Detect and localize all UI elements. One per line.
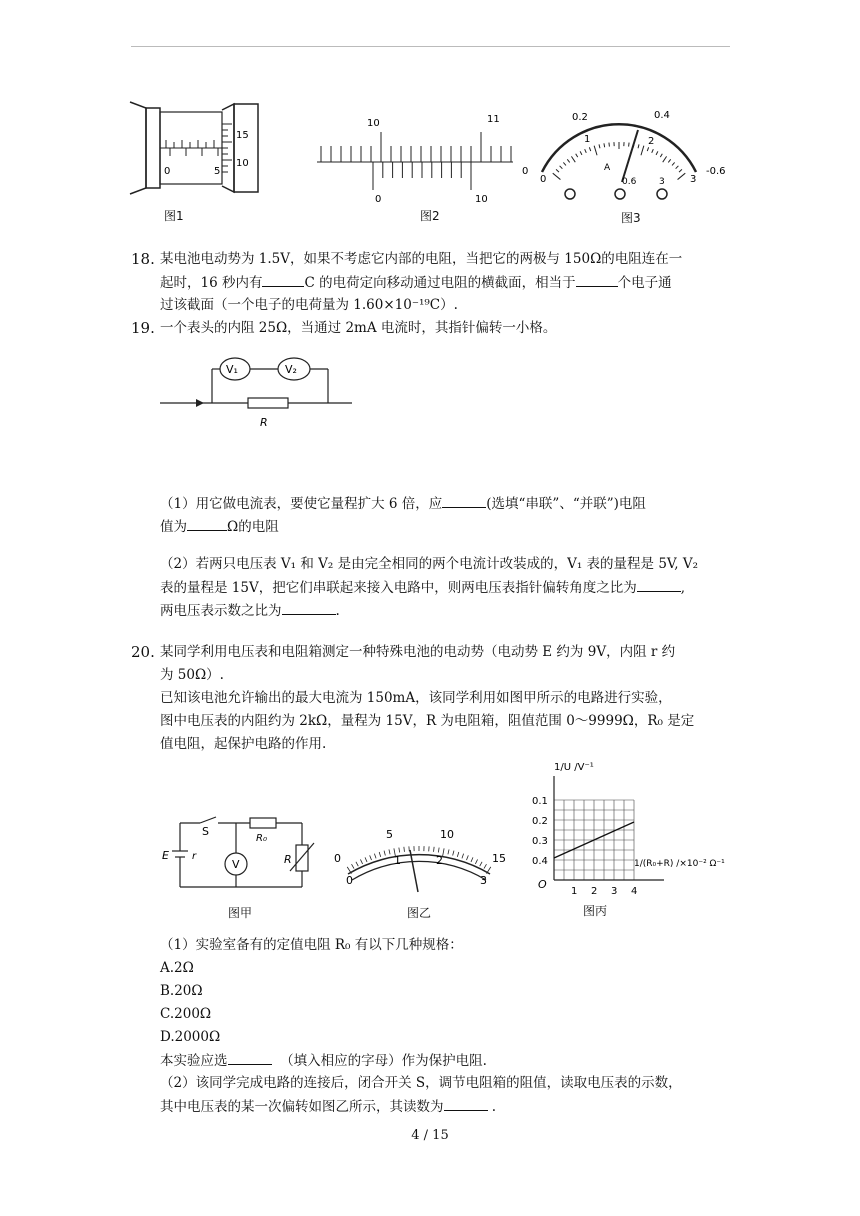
q20-p2-line1: （2）该同学完成电路的连接后，闭合开关 S，调节电阻箱的阻值，读取电压表的示数， [160,1075,682,1091]
q20-line4: 图中电压表的内阻约为 2kΩ，量程为 15V，R 为电阻箱，阻值范围 0～9999Ω，R₀ 是定 [160,713,695,729]
q20-p1: （1）实验室备有的定值电阻 R₀ 有以下几种规格： [160,937,463,953]
q20-blank-r0[interactable] [228,1049,272,1065]
q19-p2-d: . [335,603,340,619]
fig3-label-3: 3 [690,174,697,185]
q20-line5: 值电阻，起保护电路的作用. [160,736,327,752]
fig2-label-11: 11 [487,114,500,125]
fig3-terminal-3: 3 [659,177,665,187]
q19-line1: 一个表头的内阻 25Ω，当通过 2mA 电流时，其指针偏转一小格。 [160,320,557,336]
fig1-label-10: 10 [236,158,249,169]
q18-number: 18. [131,250,155,268]
yi-top-0: 0 [334,852,341,865]
fig-jia-caption: 图甲 [228,906,253,920]
bing-y-title: 1/U /V⁻¹ [554,762,594,773]
q20-p2-b: . [491,1099,497,1115]
q20-option-b: B.20Ω [160,983,203,999]
fig3-label-1: 1 [584,134,591,145]
jia-E: E [162,849,169,862]
q19-circuit [160,352,360,434]
q19-p2-c: 两电压表示数之比为 [160,603,282,619]
bing-y-tick: 0.3 [532,836,548,847]
yi-bot-3: 3 [480,874,487,887]
q19-blank-reading-ratio[interactable] [282,599,336,615]
fig2-label-10: 10 [367,118,380,129]
q20-option-c: C.200Ω [160,1006,212,1022]
q19-p2-a: 表的量程是 15V，把它们串联起来接入电路中，则两电压表指针偏转角度之比为 [160,580,637,596]
q19-v1-label: V₁ [226,363,238,376]
jia-V: V [232,858,240,871]
fig3-label-0.4: 0.4 [654,110,670,121]
jia-R: R [284,853,292,866]
q19-p1-b: (选填“串联”、“并联”)电阻 [486,496,646,512]
bing-y-tick: 0.2 [532,816,548,827]
bing-x-tick: 1 [571,886,578,897]
figure-1-micrometer [128,100,268,200]
q18-line2-a: 起时，16 秒内有 [160,275,263,291]
q20-line3: 已知该电池允许输出的最大电流为 150mA，该同学利用如图甲所示的电路进行实验， [160,690,672,706]
fig3-end-neg: -0.6 [706,166,726,177]
fig3-caption: 图3 [621,211,641,225]
yi-top-10: 10 [440,828,454,841]
q18-line2-c: 个电子通 [617,275,672,291]
q18-blank-electrons[interactable] [576,271,618,287]
header-rule [131,46,730,47]
fig3-label-2: 2 [648,136,655,147]
bing-y-tick: 0.4 [532,856,548,867]
q20-line1: 某同学利用电压表和电阻箱测定一种特殊电池的电动势（电动势 E 约为 9V，内阻 r 约 [160,644,676,660]
yi-top-15: 15 [492,852,506,865]
fig3-label-0.2: 0.2 [572,112,588,123]
q20-p2-line2 [160,1095,496,1118]
fig3-end-0: 0 [522,166,529,177]
fig-yi-caption: 图乙 [407,906,432,920]
fig2-caption: 图2 [420,209,440,223]
q19-p2-line1: （2）若两只电压表 V₁ 和 V₂ 是由完全相同的两个电流计改装成的，V₁ 表的量程是 5V, V₂ [160,556,699,572]
q19-p2-line3 [160,599,340,622]
yi-bot-1: 1 [394,854,401,867]
bing-origin: O [538,878,547,891]
q19-p2-b: , [680,580,686,596]
bing-x-tick: 3 [611,886,618,897]
figure-3-ammeter [520,100,735,208]
yi-bot-0: 0 [346,874,353,887]
fig3-label-0: 0 [540,174,547,185]
q19-p1-line2 [160,515,279,538]
q20-option-a: A.2Ω [160,960,194,976]
figure-2-vernier [315,110,515,210]
q19-number: 19. [131,319,155,337]
q20-fig-yi-voltmeter [330,822,510,897]
fig1-label-5: 5 [214,166,221,177]
q20-fig-bing-chart [530,758,730,898]
fig1-label-15: 15 [236,130,249,141]
q20-fig-jia-circuit [160,815,320,895]
q19-p2-line2 [160,576,685,599]
fig2-label-10b: 10 [475,194,488,205]
q20-number: 20. [131,643,155,661]
q18-line3: 过该截面（一个电子的电荷量为 1.60×10⁻¹⁹C）. [160,297,458,313]
bing-y-tick: 0.1 [532,796,548,807]
fig1-label-0: 0 [164,166,171,177]
q19-r-label: R [260,416,268,429]
yi-bot-2: 2 [436,854,443,867]
page-number: 4 / 15 [411,1128,449,1143]
q18-blank-charge[interactable] [262,271,304,287]
q18-line2-b: C 的电荷定向移动通过电阻的横截面，相当于 [304,275,576,291]
q20-line2: 为 50Ω）. [160,667,224,683]
fig3-unit: A [604,163,611,173]
q19-p1-d: Ω的电阻 [227,519,279,535]
q20-select-b: （填入相应的字母）作为保护电阻. [280,1053,487,1069]
q19-blank-angle-ratio[interactable] [637,576,681,592]
jia-S: S [202,825,209,838]
fig1-caption: 图1 [164,209,184,223]
bing-x-tick: 2 [591,886,598,897]
fig-bing-caption: 图丙 [583,904,608,918]
q20-p2-a: 其中电压表的某一次偏转如图乙所示，其读数为 [160,1099,444,1115]
jia-R0: R₀ [256,833,267,844]
bing-x-title: 1/(R₀+R) /×10⁻² Ω⁻¹ [634,859,725,869]
fig3-terminal-0.6: 0.6 [622,177,637,187]
yi-top-5: 5 [386,828,393,841]
q19-v2-label: V₂ [285,363,297,376]
fig2-label-0: 0 [375,194,382,205]
q20-option-d: D.2000Ω [160,1029,221,1045]
q19-p1-c: 值为 [160,519,187,535]
bing-x-tick: 4 [631,886,638,897]
q19-blank-connection[interactable] [442,492,486,508]
jia-r: r [192,851,197,862]
q19-p1-a: （1）用它做电流表，要使它量程扩大 6 倍，应 [160,496,443,512]
q20-blank-reading[interactable] [444,1095,488,1111]
q20-select-a: 本实验应选 [160,1053,228,1069]
q18-line1: 某电池电动势为 1.5V，如果不考虑它内部的电阻，当把它的两极与 150Ω的电阻连在一 [160,251,683,267]
q19-p1-line1 [160,492,646,515]
q18-line2 [160,271,672,294]
q19-blank-resistance[interactable] [187,515,227,531]
q20-select-line [160,1049,487,1072]
